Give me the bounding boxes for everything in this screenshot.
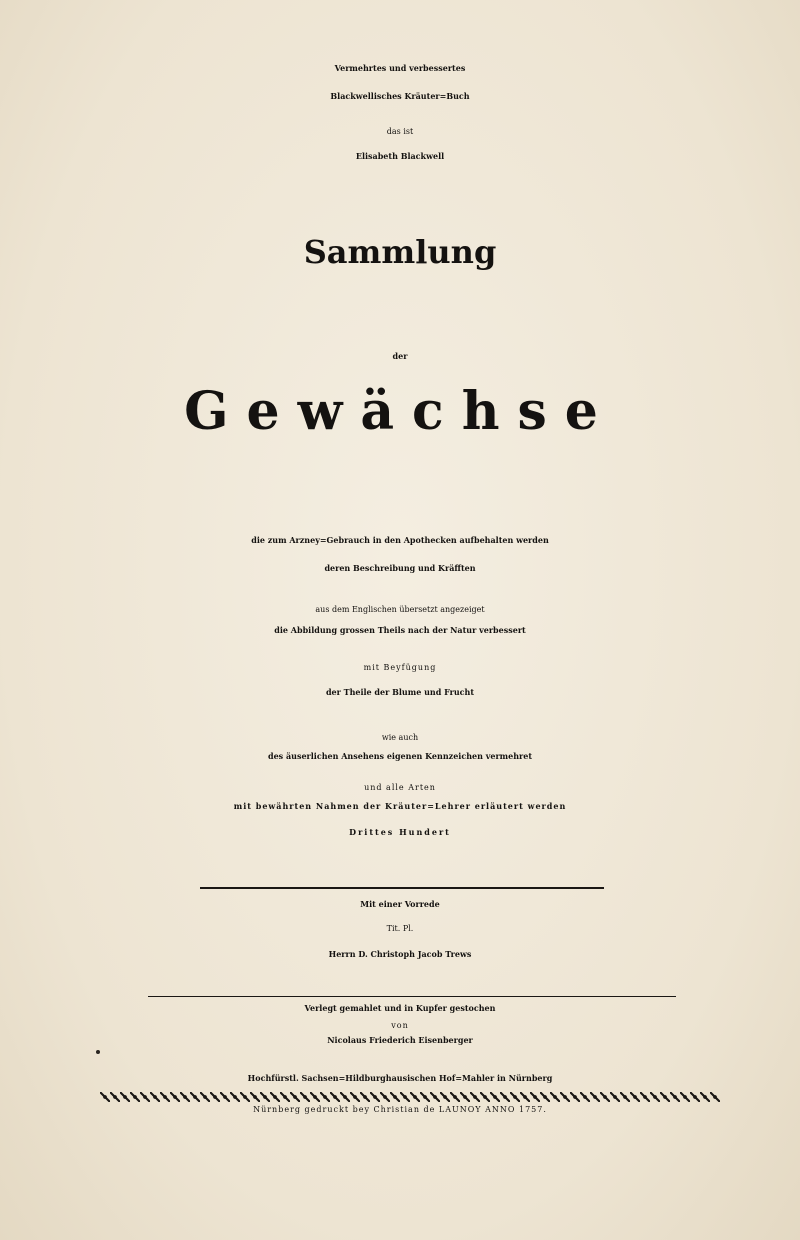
divider-rule-2 bbox=[148, 996, 676, 997]
ink-spot bbox=[96, 1050, 100, 1054]
divider-rule-1 bbox=[200, 887, 604, 889]
preface-line-1: Mit einer Vorrede bbox=[360, 899, 440, 909]
subtitle-line-3: aus dem Englischen übersetzt angezeiget bbox=[315, 605, 485, 614]
volume-title: Drittes Hundert bbox=[349, 827, 451, 837]
author-name: Elisabeth Blackwell bbox=[355, 151, 445, 161]
ornamental-border bbox=[100, 1092, 720, 1102]
title-gewaechse: Gewächse bbox=[184, 381, 616, 442]
subtitle-line-8: des äuserlichen Ansehens eigenen Kennzeichen vermehret bbox=[267, 751, 533, 761]
heading-line-1: Vermehrtes und verbessertes bbox=[334, 63, 466, 73]
subtitle-line-2: deren Beschreibung und Kräfften bbox=[324, 563, 476, 573]
subtitle-line-4: die Abbildung grossen Theils nach der Natur verbessert bbox=[274, 625, 526, 635]
title-der: der bbox=[392, 351, 408, 361]
subtitle-line-9: und alle Arten bbox=[364, 783, 436, 792]
heading-line-2: Blackwellisches Kräuter=Buch bbox=[330, 91, 470, 101]
preface-author: Herrn D. Christoph Jacob Trews bbox=[328, 949, 472, 959]
subtitle-line-1: die zum Arzney=Gebrauch in den Apothecken aufbehalten werden bbox=[251, 535, 549, 545]
subtitle-line-10: mit bewährten Nahmen der Kräuter=Lehrer erläutert werden bbox=[233, 801, 567, 811]
publisher-name: Nicolaus Friederich Eisenberger bbox=[327, 1035, 473, 1045]
subtitle-line-6: der Theile der Blume und Frucht bbox=[325, 687, 475, 697]
preface-line-2: Tit. Pl. bbox=[386, 924, 414, 933]
heading-line-3: das ist bbox=[386, 127, 414, 136]
subtitle-line-7: wie auch bbox=[381, 733, 419, 742]
title-sammlung: Sammlung bbox=[303, 233, 497, 271]
publisher-line-2: von bbox=[391, 1021, 409, 1030]
publisher-line-4: Hochfürstl. Sachsen=Hildburghausischen Hof=Mahler in Nürnberg bbox=[247, 1073, 553, 1083]
publisher-line-1: Verlegt gemahlet und in Kupfer gestochen bbox=[304, 1003, 496, 1013]
subtitle-line-5: mit Beyfügung bbox=[363, 663, 437, 672]
imprint-line: Nürnberg gedruckt bey Christian de LAUNOY ANNO 1757. bbox=[253, 1105, 547, 1114]
